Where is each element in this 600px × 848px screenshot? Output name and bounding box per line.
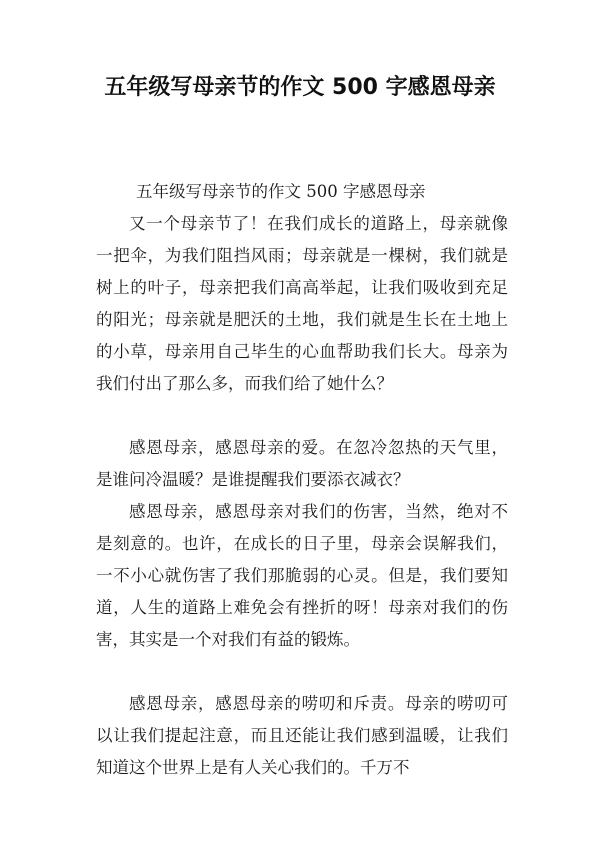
- paragraph-text: 感恩母亲，感恩母亲的爱。在忽冷忽热的天气里，是谁问冷温暖？是谁提醒我们要添衣减衣？: [96, 438, 508, 489]
- paragraph-2: [96, 432, 508, 496]
- paragraph-1: [96, 208, 508, 400]
- paragraph-3: [96, 496, 508, 656]
- page-title: 五年级写母亲节的作文 500 字感恩母亲: [104, 75, 496, 100]
- document-subtitle: 五年级写母亲节的作文 500 字感恩母亲: [136, 182, 426, 201]
- paragraph-4: [96, 688, 508, 784]
- paragraph-text: 又一个母亲节了！在我们成长的道路上，母亲就像一把伞，为我们阻挡风雨；母亲就是一棵树，我们就是树上的叶子，母亲把我们高高举起，让我们吸收到充足的阳光；母亲就是肥沃的土地，我们就是生长在土地上的小草，母亲用自己毕生的心血帮助我们长大。母亲为我们付出了那么多，而我们给了她什么？: [96, 214, 508, 393]
- paragraph-text: 感恩母亲，感恩母亲的唠叨和斥责。母亲的唠叨可以让我们提起注意，而且还能让我们感到温暖，让我们知道这个世界上是有人关心我们的。千万不: [96, 694, 508, 777]
- paragraph-text: 感恩母亲，感恩母亲对我们的伤害，当然，绝对不是刻意的。也许，在成长的日子里，母亲会误解我们，一不小心就伤害了我们那脆弱的心灵。但是，我们要知道，人生的道路上难免会有挫折的呀！母亲对我们的伤害，其实是一个对我们有益的锻炼。: [96, 502, 508, 649]
